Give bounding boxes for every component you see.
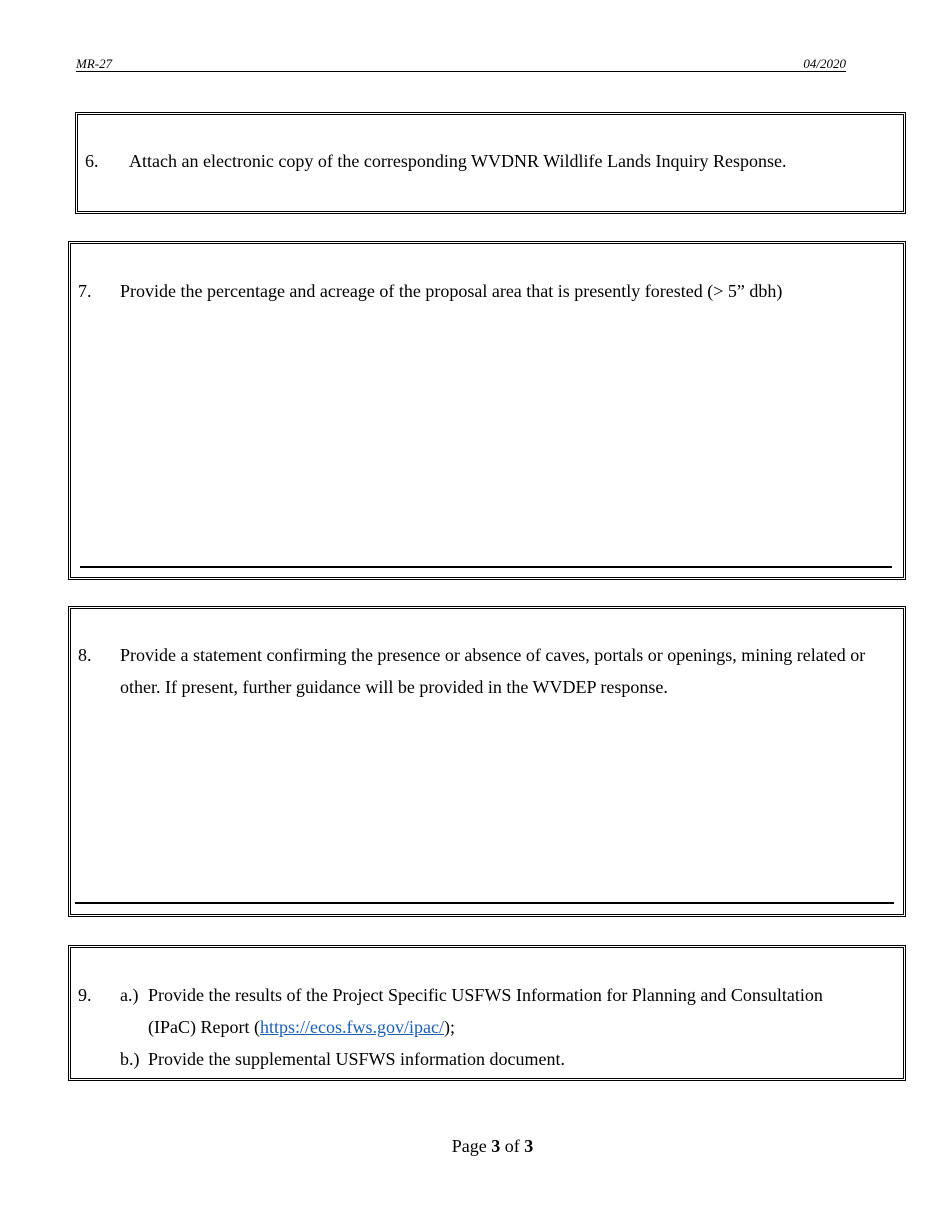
question-9a-line-1: Provide the results of the Project Specific USFWS Information for Planning and Consultation — [148, 985, 823, 1005]
page-header — [76, 56, 846, 72]
question-8-line-1: Provide a statement confirming the presence or absence of caves, portals or openings, mining related or — [120, 645, 866, 665]
question-8-answer-line[interactable] — [75, 902, 894, 904]
form-id: MR-27 — [76, 56, 113, 71]
question-7-text: Provide the percentage and acreage of the proposal area that is presently forested (> 5” dbh) — [120, 281, 783, 301]
question-9a-prefix: a.) — [120, 985, 139, 1005]
question-9-box — [68, 945, 906, 1081]
question-6-number: 6. — [85, 151, 99, 171]
question-7-answer-line[interactable] — [80, 566, 892, 568]
question-9a-line-2-post: ); — [443, 1017, 455, 1037]
question-8-line-2: other. If present, further guidance will be provided in the WVDEP response. — [120, 677, 668, 697]
question-9b-prefix: b.) — [120, 1049, 140, 1069]
question-6-text: Attach an electronic copy of the corresponding WVDNR Wildlife Lands Inquiry Response. — [129, 151, 787, 171]
question-8-box — [68, 606, 906, 917]
question-9b-text: Provide the supplemental USFWS information document. — [148, 1049, 565, 1069]
page-word: Page — [451, 1136, 487, 1156]
page-number — [0, 1134, 950, 1158]
of-word: of — [504, 1136, 520, 1156]
question-9a-line-2-pre: (IPaC) Report ( — [148, 1017, 260, 1037]
ipac-link[interactable]: https://ecos.fws.gov/ipac/ — [259, 1017, 444, 1037]
current-page: 3 — [491, 1136, 501, 1156]
question-6-box — [75, 112, 906, 214]
question-8-number: 8. — [78, 645, 92, 665]
total-pages: 3 — [524, 1136, 534, 1156]
question-7-number: 7. — [78, 281, 92, 301]
question-7-box — [68, 241, 906, 580]
question-9a-line-2 — [148, 1011, 455, 1043]
form-date: 04/2020 — [803, 56, 846, 71]
question-9-number: 9. — [78, 985, 92, 1005]
